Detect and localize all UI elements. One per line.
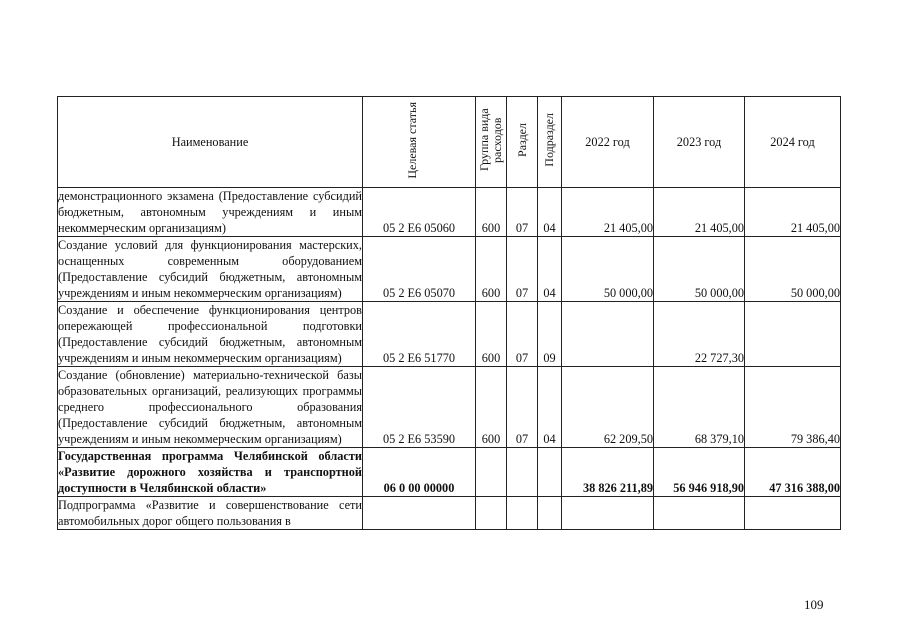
header-name: Наименование — [58, 97, 363, 188]
row-section: 07 — [507, 302, 538, 367]
header-2023: 2023 год — [654, 97, 745, 188]
row-section: 07 — [507, 188, 538, 237]
row-group — [476, 448, 507, 497]
row-subsection — [538, 497, 562, 530]
row-2022 — [562, 497, 654, 530]
header-subsection: Подраздел — [538, 97, 562, 188]
budget-table — [57, 96, 841, 530]
row-code: 05 2 Е6 53590 — [363, 367, 476, 448]
row-2024: 79 386,40 — [745, 367, 841, 448]
row-section — [507, 448, 538, 497]
row-2023: 68 379,10 — [654, 367, 745, 448]
row-name: Государственная программа Челябинской области «Развитие дорожного хозяйства и транспортной доступности в Челябинской области» — [58, 449, 362, 495]
row-name: Создание и обеспечение функционирования центров опережающей профессиональной подготовки (Предоставление субсидий бюджетным, автономным учреждениям и иным некоммерческим организациям) — [58, 303, 362, 365]
header-code: Целевая статья — [363, 97, 476, 188]
row-2022: 21 405,00 — [562, 188, 654, 237]
table-row — [58, 497, 841, 530]
table-row — [58, 188, 841, 237]
header-section: Раздел — [507, 97, 538, 188]
page-number: 109 — [804, 597, 824, 612]
row-code: 05 2 Е6 05060 — [363, 188, 476, 237]
row-subsection: 04 — [538, 367, 562, 448]
row-2022: 50 000,00 — [562, 237, 654, 302]
header-2024: 2024 год — [745, 97, 841, 188]
row-2022 — [562, 302, 654, 367]
row-2024: 21 405,00 — [745, 188, 841, 237]
row-group: 600 — [476, 237, 507, 302]
row-code: 05 2 Е6 51770 — [363, 302, 476, 367]
row-2024: 47 316 388,00 — [745, 448, 841, 497]
header-group: Группа вида расходов — [476, 97, 507, 188]
row-2024: 50 000,00 — [745, 237, 841, 302]
table-row — [58, 237, 841, 302]
row-group: 600 — [476, 367, 507, 448]
row-2024 — [745, 302, 841, 367]
row-name: Создание (обновление) материально-технической базы образовательных организаций, реализующих программы среднего профессионального образования (Предоставление субсидий бюджетным, автономным учреждениям и иным некоммерческим организациям) — [58, 368, 362, 446]
row-subsection: 04 — [538, 237, 562, 302]
row-2023: 22 727,30 — [654, 302, 745, 367]
row-name: демонстрационного экзамена (Предоставление субсидий бюджетным, автономным учреждениям и иным некоммерческим организациям) — [58, 189, 362, 235]
row-subsection: 09 — [538, 302, 562, 367]
header-row — [58, 97, 841, 188]
row-code — [363, 497, 476, 530]
table-row — [58, 448, 841, 497]
row-code: 05 2 Е6 05070 — [363, 237, 476, 302]
row-2023: 50 000,00 — [654, 237, 745, 302]
row-group: 600 — [476, 302, 507, 367]
row-2022: 38 826 211,89 — [562, 448, 654, 497]
row-subsection: 04 — [538, 188, 562, 237]
row-name: Создание условий для функционирования мастерских, оснащенных современным оборудованием (Предоставление субсидий бюджетным, автономным учреждениям и иным некоммерческим организациям) — [58, 238, 362, 300]
header-2022: 2022 год — [562, 97, 654, 188]
table-row — [58, 367, 841, 448]
row-2023: 21 405,00 — [654, 188, 745, 237]
row-section — [507, 497, 538, 530]
row-section: 07 — [507, 237, 538, 302]
row-2023 — [654, 497, 745, 530]
row-name: Подпрограмма «Развитие и совершенствование сети автомобильных дорог общего пользования в — [58, 498, 362, 528]
row-subsection — [538, 448, 562, 497]
row-group — [476, 497, 507, 530]
row-group: 600 — [476, 188, 507, 237]
row-2024 — [745, 497, 841, 530]
row-2023: 56 946 918,90 — [654, 448, 745, 497]
row-2022: 62 209,50 — [562, 367, 654, 448]
row-code: 06 0 00 00000 — [363, 448, 476, 497]
row-section: 07 — [507, 367, 538, 448]
table-row — [58, 302, 841, 367]
